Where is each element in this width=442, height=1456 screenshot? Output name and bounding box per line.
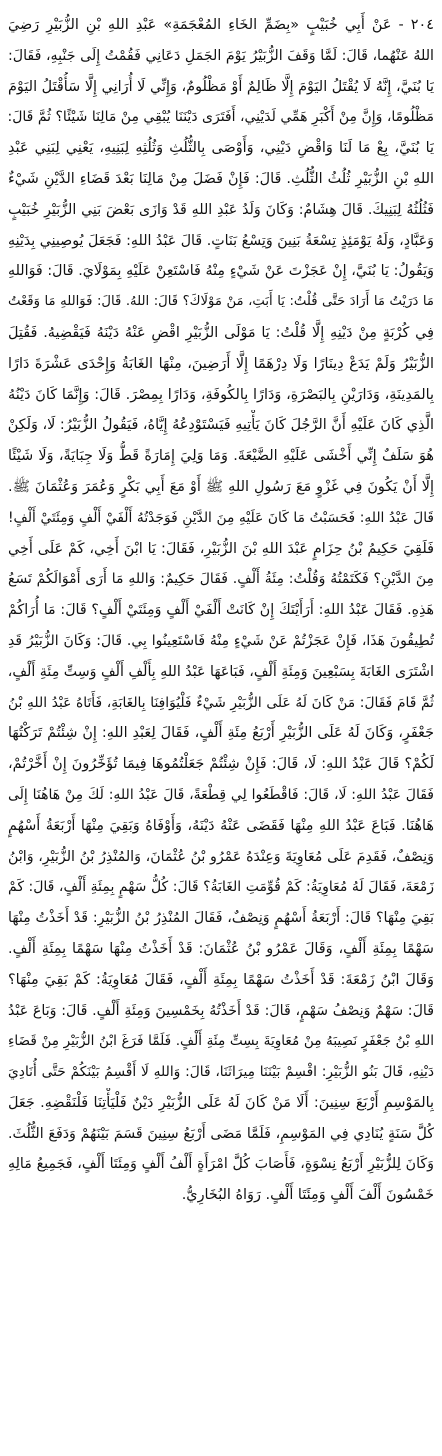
text-line: وَيَقُولُ: يَا بُنَيَّ، إِنْ عَجَزْتَ عَنْ شَيْءٍ مِنْهُ فَاسْتَعِنْ عَلَيْهِ بِمَوْلَايَ. قَالَ: فَوَاللهِ — [8, 263, 434, 280]
text-line: مَا دَرَيْتُ مَا أَرَادَ حَتَّى قُلْتُ: يَا أَبَتِ، مَنْ مَوْلَاكَ؟ قَالَ: اللهُ. قَالَ: فَوَاللهِ مَا وَقَعْتُ — [8, 294, 434, 310]
text-line: اللهِ بْنِ الزُّبَيْرِ ثُلُثُ الثُّلُثِ. قَالَ: فَإِنْ فَضَلَ مِنْ مَالِنَا بَعْدَ قَضَاءِ الدَّيْنِ شَيْءٌ — [8, 170, 434, 187]
text-line: فَلَقِيَ حَكِيمُ بْنُ حِزَامٍ عَبْدَ اللهِ بْنَ الزُّبَيْرِ، فَقَالَ: يَا ابْنَ أَخِي، كَمْ عَلَى أَخِي — [8, 540, 434, 557]
text-line: فَثُلُثُهُ لِبَنِيكَ. قَالَ هِشَامٌ: وَكَانَ وَلَدُ عَبْدِ اللهِ قَدْ وَازَى بَعْضَ بَنِي الزُّبَيْرِ خُبَيْبٍ — [8, 201, 434, 218]
text-line-final: خَمْسُونَ أَلْفَ أَلْفٍ وَمِئَتَا أَلْفٍ. رَوَاهُ البُخَارِيُّ. — [181, 1187, 434, 1204]
text-line: يَا بُنَيَّ، بِعْ مَا لَنَا وَاقْضِ دَيْنِي، وَأَوْصَى بِالثُّلُثِ وَثُلُثِهِ لِبَنِيهِ، يَعْنِي لِبَنِي عَبْدِ — [8, 140, 434, 157]
text-line: هُوَ سَلَفٌ إِنِّي أَخْشَى عَلَيْهِ الضَّيْعَةَ. وَمَا وَلِيَ إِمَارَةً قَطُّ وَلَا جِبَايَةً، وَلَا شَيْئًا — [8, 448, 434, 465]
text-line: بِالمَدِينَةِ، وَدَارَيْنِ بِالبَصْرَةِ، وَدَارًا بِالكُوفَةِ، وَدَارًا بِمِصْرَ. قَالَ: وَإِنَّمَا كَانَ دَيْنُهُ — [8, 386, 434, 403]
text-line: وَنِصْفٌ، فَقَدِمَ عَلَى مُعَاوِيَةَ وَعِنْدَهُ عَمْرُو بْنُ عُثْمَانَ، وَالمُنْذِرُ بْنُ الزُّبَيْرِ، وَابْنُ — [8, 848, 434, 865]
text-line: اللهِ بْنُ جَعْفَرٍ نَصِيبَهُ مِنْ مُعَاوِيَةَ بِسِتِّ مِئَةِ أَلْفٍ. فَلَمَّا فَرَغَ ابْنُ الزُّبَيْرِ مِنْ قَضَاءِ — [8, 1033, 434, 1050]
text-line: ثُمَّ قَامَ فَقَالَ: مَنْ كَانَ لَهُ عَلَى الزُّبَيْرِ شَيْءٌ فَلْيُوَافِنَا بِالغَابَةِ، فَأَتَاهُ عَبْدُ اللهِ بْنُ — [8, 694, 434, 711]
text-line: اللهُ عَنْهُما، قَالَ: لَمَّا وَقَفَ الزُّبَيْرُ يَوْمَ الجَمَلِ دَعَانِي فَقُمْتُ إِلَى جَنْبِهِ، فَقَالَ: — [8, 47, 434, 64]
text-line: هَاهُنَا. فَبَاعَ عَبْدُ اللهِ مِنْهَا فَقَضَى عَنْهُ دَيْنَهُ، وَأَوْفَاهُ وَبَقِيَ مِنْهَا أَرْبَعَةُ أَسْهُمٍ — [8, 817, 434, 834]
text-line: جَعْفَرٍ، وَكَانَ لَهُ عَلَى الزُّبَيْرِ أَرْبَعُ مِئَةِ أَلْفٍ، فَقَالَ لِعَبْدِ اللهِ: إِنْ شِئْتُمْ تَرَكْتُهَا — [8, 725, 434, 742]
text-line: دَيْنِهِ، قَالَ بَنُو الزُّبَيْرِ: اقْسِمْ بَيْنَنَا مِيرَاثَنَا، قَالَ: وَاللهِ لَا أَقْسِمُ بَيْنَكُمْ حَتَّى أُنَادِيَ — [8, 1064, 434, 1081]
text-line: اشْتَرَى الغَابَةَ بِسَبْعِينَ وَمِئَةِ أَلْفٍ، فَبَاعَهَا عَبْدُ اللهِ بِأَلْفِ أَلْفٍ وَسِتِّ مِئَةِ أَلْفٍ، — [8, 663, 434, 680]
text-line: بِالمَوْسِمِ أَرْبَعَ سِنِينَ: أَلَا مَنْ كَانَ لَهُ عَلَى الزُّبَيْرِ دَيْنٌ فَلْيَأْتِنَا فَلْنَقْضِهِ. جَعَلَ — [8, 1094, 434, 1111]
text-line: فَقَالَ عَبْدُ اللهِ: لَا، قَالَ: فَاقْطَعُوا لِي قِطْعَةً، قَالَ عَبْدُ اللهِ: لَكَ مِنْ هَاهُنَا إِلَى — [8, 786, 434, 803]
text-line: زَمْعَةَ، فَقَالَ لَهُ مُعَاوِيَةُ: كَمْ قُوِّمَتِ الغَابَةُ؟ قَالَ: كُلُّ سَهْمٍ بِمِئَةِ أَلْفٍ، قَالَ: كَمْ — [8, 879, 434, 896]
text-line: وَقَالَ ابْنُ زَمْعَةَ: قَدْ أَخَذْتُ سَهْمًا بِمِئَةِ أَلْفٍ، فَقَالَ مُعَاوِيَةُ: كَمْ بَقِيَ مِنْهَا؟ — [8, 971, 434, 988]
text-line: وَكَانَ لِلزُّبَيْرِ أَرْبَعُ نِسْوَةٍ، فَأَصَابَ كُلَّ امْرَأَةٍ أَلْفُ أَلْفٍ وَمِئَتَا أَلْفٍ، فَجَمِيعُ مَالِهِ — [8, 1156, 434, 1173]
text-line: كُلَّ سَنَةٍ يُنَادِي فِي المَوْسِمِ، فَلَمَّا مَضَى أَرْبَعُ سِنِينَ قَسَمَ بَيْنَهُمْ وَدَفَعَ الثُّلُثَ. — [8, 1125, 434, 1142]
text-line: تُطِيقُونَ هَذَا، فَإِنْ عَجَزْتُمْ عَنْ شَيْءٍ مِنْهُ فَاسْتَعِينُوا بِي. قَالَ: وَكَانَ الزُّبَيْرُ قَدِ — [8, 632, 434, 649]
hadith-heading-line: ٢٠٤ - عَنْ أَبِي خُبَيْبٍ «بِضَمِّ الخَاءِ المُعْجَمَةِ» عَبْدِ اللهِ بْنِ الزُّبَيْرِ رَضِيَ — [8, 17, 434, 33]
text-line: لَكُمْ؟ قَالَ عَبْدُ اللهِ: لَا، قَالَ: فَإِنْ شِئْتُمْ جَعَلْتُمُوهَا فِيمَا تُؤَخِّرُونَ إِنْ أَخَّرْتُمْ، — [8, 756, 434, 773]
text-line: قَالَ عَبْدُ اللهِ: فَحَسَبْتُ مَا كَانَ عَلَيْهِ مِنَ الدَّيْنِ فَوَجَدْتُهُ أَلْفَيْ أَلْفٍ وَمِئَتَيْ أَلْفٍ! — [8, 509, 434, 526]
text-line: بَقِيَ مِنْهَا؟ قَالَ: أَرْبَعَةُ أَسْهُمٍ وَنِصْفٌ، فَقَالَ المُنْذِرُ بْنُ الزُّبَيْرِ: قَدْ أَخَذْتُ مِنْهَا — [8, 910, 434, 927]
text-line: مَظْلُومًا، وَإِنَّ مِنْ أَكْبَرِ هَمِّي لَدَيْنِي، أَفَتَرَى دَيْنَنَا يُبْقِي مِنْ مَالِنَا شَيْئًا؟ ثُمَّ قَالَ: — [8, 109, 434, 126]
text-line: الزُّبَيْرُ وَلَمْ يَدَعْ دِينَارًا وَلَا دِرْهَمًا إِلَّا أَرَضِينَ، مِنْهَا الغَابَةُ وَإِحْدَى عَشْرَةَ دَارًا — [8, 355, 434, 372]
text-line: فِي كُرْبَةٍ مِنْ دَيْنِهِ إِلَّا قُلْتُ: يَا مَوْلَى الزُّبَيْرِ اقْضِ عَنْهُ دَيْنَهُ فَيَقْضِيهُ. فَقُتِلَ — [8, 324, 434, 341]
hadith-text-block — [8, 10, 434, 1211]
text-line: إِلَّا أَنْ يَكُونَ فِي غَزْوٍ مَعَ رَسُولِ اللهِ ﷺ أَوْ مَعَ أَبِي بَكْرٍ وَعُمَرَ وَعُثْمَانَ ﷺ. — [8, 478, 434, 495]
text-line: مِنَ الدَّيْنِ؟ فَكَتَمْتُهُ وَقُلْتُ: مِئَةُ أَلْفٍ. فَقَالَ حَكِيمٌ: وَاللهِ مَا أَرَى أَمْوَالَكُمْ تَسَعُ — [8, 571, 434, 588]
text-line: يَا بُنَيَّ، إِنَّهُ لَا يُقْتَلُ اليَوْمَ إِلَّا ظَالِمٌ أَوْ مَظْلُومٌ، وَإِنِّي لَا أُرَانِي إِلَّا سَأُقْتَلُ اليَوْمَ — [8, 78, 434, 95]
text-line: قَالَ: سَهْمٌ وَنِصْفُ سَهْمٍ، قَالَ: قَدْ أَخَذْتُهُ بِخَمْسِينَ وَمِئَةِ أَلْفٍ. قَالَ: وَبَاعَ عَبْدُ — [8, 1002, 434, 1019]
text-line: سَهْمًا بِمِئَةِ أَلْفٍ، وَقَالَ عَمْرُو بْنُ عُثْمَانَ: قَدْ أَخَذْتُ مِنْهَا سَهْمًا بِمِئَةِ أَلْفٍ. — [8, 940, 434, 957]
text-line: هَذِهِ. فَقَالَ عَبْدُ اللهِ: أَرَأَيْتَكَ إِنْ كَانَتْ أَلْفَيْ أَلْفٍ وَمِئَتَيْ أَلْفٍ؟ قَالَ: مَا أُرَاكُمْ — [8, 602, 434, 619]
text-line: الَّذِي كَانَ عَلَيْهِ أَنَّ الرَّجُلَ كَانَ يَأْتِيهِ فَيَسْتَوْدِعُهُ إِيَّاهُ، فَيَقُولُ الزُّبَيْرُ: لَا، وَلَكِنْ — [8, 417, 434, 434]
text-line: وَعَبَّادٍ، وَلَهُ يَوْمَئِذٍ تِسْعَةُ بَنِينَ وَتِسْعُ بَنَاتٍ. قَالَ عَبْدُ اللهِ: فَجَعَلَ يُوصِينِي بِدَيْنِهِ — [8, 232, 434, 249]
